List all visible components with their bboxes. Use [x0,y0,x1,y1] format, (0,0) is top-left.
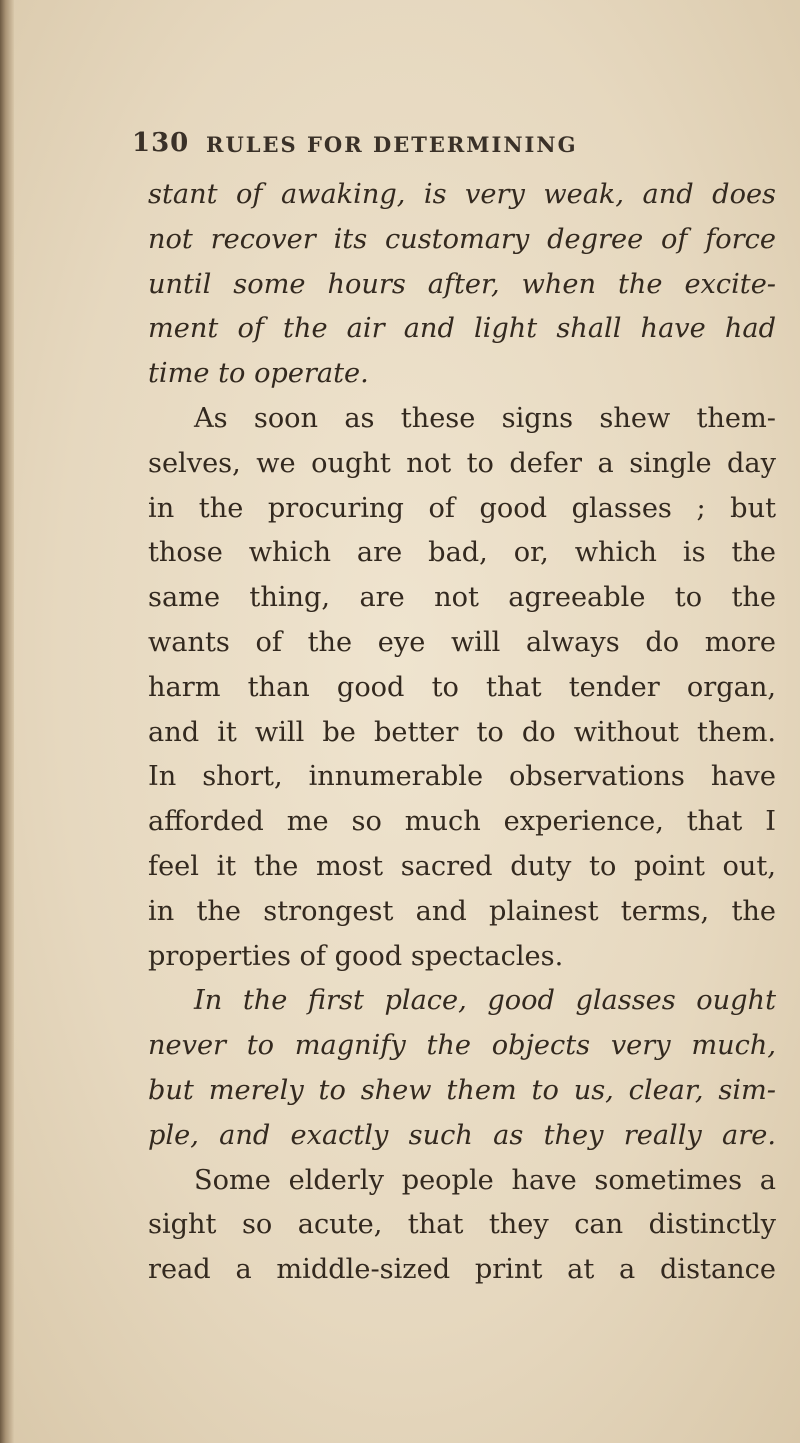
text-line: and it will be better to do without them. [148,716,776,748]
text-line: wants of the eye will always do more [148,626,776,658]
text-line: time to operate. [148,358,369,390]
text-line: ment of the air and light shall have had [148,313,776,345]
running-head: RULES FOR DETERMINING [206,132,578,157]
text-line: As soon as these signs shew them- [194,402,776,434]
text-line: ple, and exactly such as they really are. [148,1119,776,1151]
text-line: same thing, are not agreeable to the [148,582,776,614]
text-line: Some elderly people have sometimes a [194,1164,776,1196]
text-line: harm than good to that tender organ, [148,671,776,703]
text-line: those which are bad, or, which is the [148,537,776,569]
text-line: until some hours after, when the excite- [148,268,776,300]
text-line: In short, innumerable observations have [148,761,776,793]
text-line: not recover its customary degree of force [148,223,776,255]
text-line: In the first place, good glasses ought [194,985,776,1017]
text-line: in the strongest and plainest terms, the [148,895,776,927]
text-line: feel it the most sacred duty to point out, [148,850,776,882]
text-line: never to magnify the objects very much, [148,1030,776,1062]
page-number: 130 [132,128,190,158]
text-line: but merely to shew them to us, clear, sim- [148,1074,776,1106]
page-binding-edge [0,0,14,1443]
text-line: stant of awaking, is very weak, and does [148,179,776,210]
body-text [148,173,776,1293]
text-line: selves, we ought not to defer a single day [148,447,776,479]
text-line: properties of good spectacles. [148,940,564,972]
text-line: sight so acute, that they can distinctly [148,1209,776,1241]
page-header [0,128,800,168]
text-line: read a middle-sized print at a distance [148,1254,776,1286]
text-line: afforded me so much experience, that I [148,806,776,838]
text-line: in the procuring of good glasses ; but [148,492,776,524]
